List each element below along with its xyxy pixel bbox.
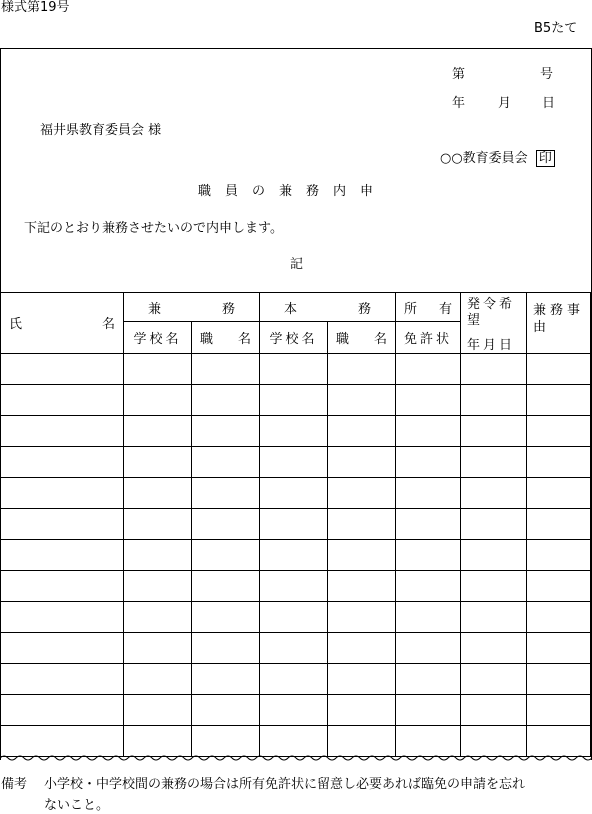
table-cell[interactable] <box>461 570 527 601</box>
table-cell[interactable] <box>461 694 527 725</box>
table-cell[interactable] <box>396 570 461 601</box>
table-cell[interactable] <box>1 570 124 601</box>
kenmu-header-2: 務 <box>221 301 235 317</box>
table-cell[interactable] <box>260 446 328 477</box>
table-cell[interactable] <box>396 601 461 632</box>
table-cell[interactable] <box>527 570 591 601</box>
table-cell[interactable] <box>527 601 591 632</box>
table-cell[interactable] <box>124 477 192 508</box>
table-cell[interactable] <box>260 539 328 570</box>
note-line-2: ないこと。 <box>44 798 110 813</box>
ki-label: 記 <box>290 257 304 272</box>
license-header-2: 有 <box>438 301 452 317</box>
honmu-school-header: 学校名 <box>260 322 328 353</box>
table-row <box>1 508 591 539</box>
table-row <box>1 632 591 663</box>
table-cell[interactable] <box>527 477 591 508</box>
table-cell[interactable] <box>192 384 260 415</box>
paper-size-label: B5たて <box>534 21 578 36</box>
table-cell[interactable] <box>328 415 396 446</box>
table-row <box>1 601 591 632</box>
table-cell[interactable] <box>328 694 396 725</box>
table-cell[interactable] <box>1 384 124 415</box>
table-cell[interactable] <box>192 663 260 694</box>
kenmu-job-2: 名 <box>237 331 251 347</box>
kenmu-header <box>124 293 260 322</box>
kenmu-table <box>0 292 591 757</box>
note-label: 備考 <box>1 777 28 792</box>
table-cell[interactable] <box>461 508 527 539</box>
table-cell[interactable] <box>192 632 260 663</box>
table-cell[interactable] <box>527 663 591 694</box>
table-cell[interactable] <box>328 477 396 508</box>
table-row <box>1 663 591 694</box>
table-row <box>1 384 591 415</box>
name-header <box>1 293 124 354</box>
note-line-1: 小学校・中学校間の兼務の場合は所有免許状に留意し必要あれば臨免の申請を忘れ <box>44 777 526 792</box>
table-cell[interactable] <box>260 570 328 601</box>
table-cell[interactable] <box>124 601 192 632</box>
table-row <box>1 694 591 725</box>
form-number: 様式第19号 <box>1 0 70 15</box>
license-header-1: 所 <box>404 301 418 317</box>
table-cell[interactable] <box>461 632 527 663</box>
table-cell[interactable] <box>260 663 328 694</box>
table-cell[interactable] <box>461 384 527 415</box>
table-cell[interactable] <box>328 508 396 539</box>
table-cell[interactable] <box>396 632 461 663</box>
table-cell[interactable] <box>461 415 527 446</box>
table-cell[interactable] <box>1 539 124 570</box>
table-cell[interactable] <box>192 601 260 632</box>
table-cell[interactable] <box>192 446 260 477</box>
table-cell[interactable] <box>527 446 591 477</box>
table-cell[interactable] <box>124 384 192 415</box>
table-cell[interactable] <box>124 663 192 694</box>
table-cell[interactable] <box>260 632 328 663</box>
table-cell[interactable] <box>396 353 461 384</box>
table-cell[interactable] <box>527 694 591 725</box>
table-cell[interactable] <box>461 477 527 508</box>
kenmu-job-1: 職 <box>200 331 214 347</box>
table-cell[interactable] <box>527 384 591 415</box>
table-cell[interactable] <box>1 415 124 446</box>
table-cell[interactable] <box>1 694 124 725</box>
table-cell[interactable] <box>328 446 396 477</box>
table-cell[interactable] <box>124 415 192 446</box>
addressee: 福井県教育委員会 様 <box>40 123 162 138</box>
license-header-top <box>396 293 461 322</box>
table-cell[interactable] <box>260 353 328 384</box>
sender <box>440 150 555 167</box>
table-cell[interactable] <box>192 477 260 508</box>
honmu-job-header <box>328 322 396 353</box>
license-header-bottom: 免許状 <box>396 322 461 353</box>
table-cell[interactable] <box>527 539 591 570</box>
table-cell[interactable] <box>124 570 192 601</box>
table-cell[interactable] <box>396 384 461 415</box>
table-cell[interactable] <box>1 632 124 663</box>
honmu-job-2: 名 <box>373 331 387 347</box>
table-cell[interactable] <box>461 663 527 694</box>
seal-mark: 印 <box>536 150 555 167</box>
table-cell[interactable] <box>1 477 124 508</box>
table-cell[interactable] <box>1 663 124 694</box>
table-cell[interactable] <box>328 353 396 384</box>
table-cell[interactable] <box>124 508 192 539</box>
table-cell[interactable] <box>1 446 124 477</box>
table-cell[interactable] <box>461 539 527 570</box>
table-cell[interactable] <box>192 353 260 384</box>
number-prefix: 第 <box>452 67 466 82</box>
hatsurei-header-bottom: 年月日 <box>467 337 516 353</box>
table-cell[interactable] <box>527 415 591 446</box>
table-cell[interactable] <box>1 353 124 384</box>
number-suffix: 号 <box>540 67 554 82</box>
table-cell[interactable] <box>396 446 461 477</box>
table-cell[interactable] <box>396 663 461 694</box>
sender-name: ○○教育委員会 <box>440 151 528 166</box>
table-row <box>1 570 591 601</box>
table-cell[interactable] <box>527 508 591 539</box>
date-year: 年 <box>452 96 466 111</box>
table-cell[interactable] <box>527 353 591 384</box>
date-day: 日 <box>542 96 556 111</box>
table-cell[interactable] <box>328 384 396 415</box>
hatsurei-header-top: 発令希望 <box>467 297 516 329</box>
table-cell[interactable] <box>527 632 591 663</box>
table-cell[interactable] <box>260 508 328 539</box>
table-cell[interactable] <box>461 353 527 384</box>
table-cell[interactable] <box>260 477 328 508</box>
table-cell[interactable] <box>328 539 396 570</box>
table-cell[interactable] <box>396 477 461 508</box>
table-cell[interactable] <box>328 632 396 663</box>
table-cell[interactable] <box>1 601 124 632</box>
intro-text: 下記のとおり兼務させたいので内申します。 <box>24 221 283 236</box>
honmu-header-2: 務 <box>357 301 371 317</box>
table-cell[interactable] <box>192 508 260 539</box>
kenmu-school-header: 学校名 <box>124 322 192 353</box>
table-cell[interactable] <box>124 353 192 384</box>
table-cell[interactable] <box>192 539 260 570</box>
table-cell[interactable] <box>396 508 461 539</box>
table-cell[interactable] <box>260 415 328 446</box>
honmu-header-1: 本 <box>284 301 298 317</box>
table-cell[interactable] <box>260 384 328 415</box>
table-cell[interactable] <box>396 694 461 725</box>
torn-edge <box>0 752 592 764</box>
table-row <box>1 539 591 570</box>
table-cell[interactable] <box>192 415 260 446</box>
document-title: 職員の兼務内申 <box>198 184 388 199</box>
kenmu-header-1: 兼 <box>148 301 162 317</box>
table-cell[interactable] <box>461 446 527 477</box>
table-cell[interactable] <box>396 415 461 446</box>
table-cell[interactable] <box>328 663 396 694</box>
reason-header <box>527 293 591 354</box>
kenmu-job-header <box>192 322 260 353</box>
table-row <box>1 446 591 477</box>
name-header-2: 名 <box>101 317 115 333</box>
table-cell[interactable] <box>328 601 396 632</box>
table-cell[interactable] <box>260 694 328 725</box>
table-row <box>1 353 591 384</box>
hatsurei-header <box>461 293 527 354</box>
table-row <box>1 477 591 508</box>
table-cell[interactable] <box>328 570 396 601</box>
honmu-job-1: 職 <box>336 331 350 347</box>
table-cell[interactable] <box>124 539 192 570</box>
table-cell[interactable] <box>124 694 192 725</box>
table-cell[interactable] <box>1 508 124 539</box>
table-cell[interactable] <box>192 694 260 725</box>
table-cell[interactable] <box>461 601 527 632</box>
reason-header-text: 兼務事由 <box>533 303 585 335</box>
table-cell[interactable] <box>124 632 192 663</box>
table-row <box>1 415 591 446</box>
table-cell[interactable] <box>260 601 328 632</box>
date-month: 月 <box>498 96 512 111</box>
honmu-header <box>260 293 396 322</box>
table-cell[interactable] <box>192 570 260 601</box>
name-header-1: 氏 <box>9 317 23 333</box>
table-cell[interactable] <box>124 446 192 477</box>
table-cell[interactable] <box>396 539 461 570</box>
